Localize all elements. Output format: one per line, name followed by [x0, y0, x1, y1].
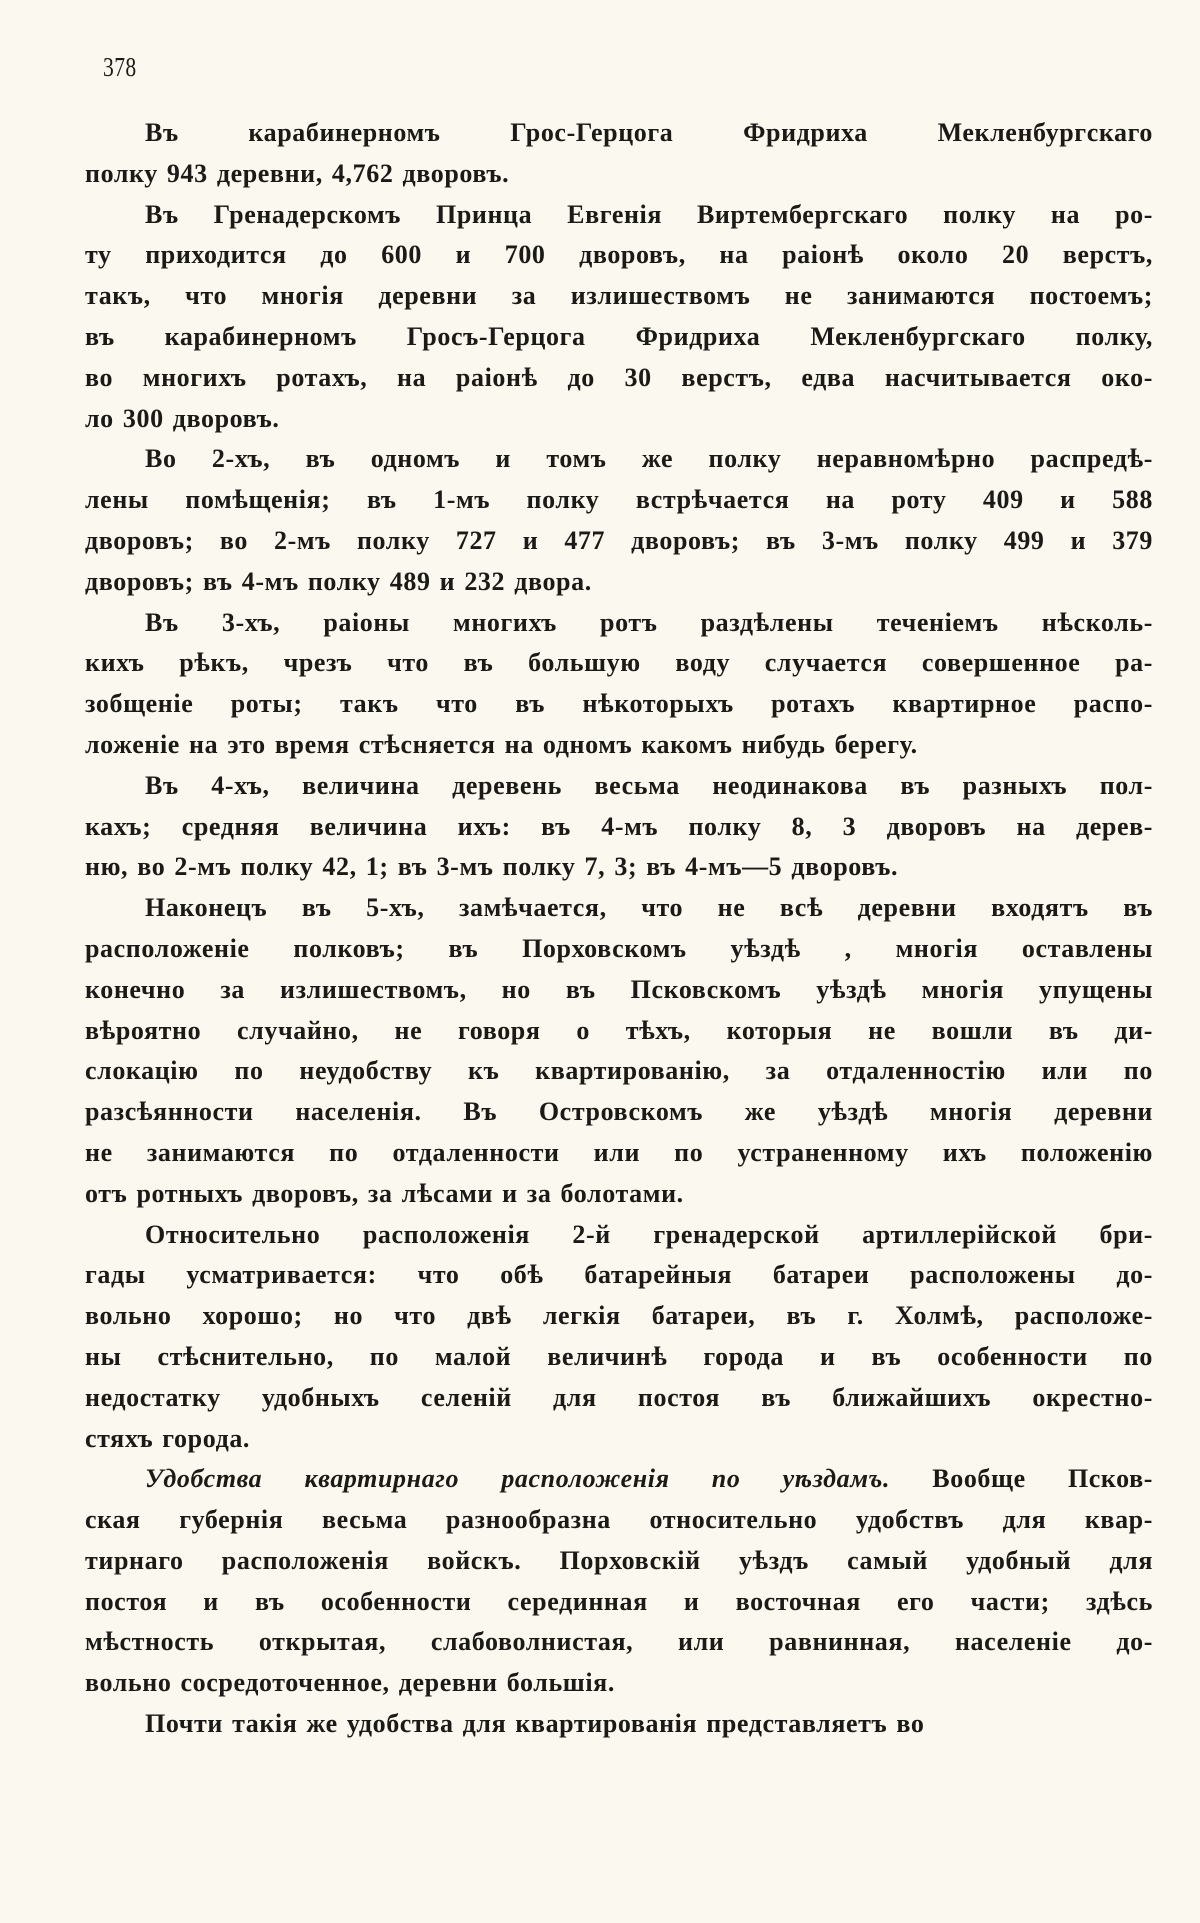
text-line: Въ Гренадерскомъ Принца Евгенія Виртембергскаго полку на ро- — [145, 199, 1153, 229]
text-line: вольно хорошо; но что двѣ легкія батареи, въ г. Холмѣ, расположе- — [85, 1301, 1153, 1331]
text-line: Во 2-хъ, въ одномъ и томъ же полку неравномѣрно распредѣ- — [145, 444, 1153, 474]
text-line: дворовъ; въ 4-мъ полку 489 и 232 двора. — [85, 566, 592, 596]
text-line: ло 300 дворовъ. — [85, 403, 280, 433]
text-line: гады усматривается: что обѣ батарейныя батареи расположены до- — [85, 1260, 1153, 1290]
text-line: ны стѣснительно, по малой величинѣ города и въ особенности по — [85, 1341, 1153, 1371]
text-line: Въ 4-хъ, величина деревень весьма неодинакова въ разныхъ пол- — [145, 770, 1153, 800]
body-text — [85, 113, 1153, 1745]
text-line: въ карабинерномъ Гросъ-Герцога Фридриха Мекленбургскаго полку, — [85, 321, 1153, 351]
text-line: кахъ; средняя величина ихъ: въ 4-мъ полку 8, 3 дворовъ на дерев- — [85, 811, 1153, 841]
paragraph — [85, 1704, 1153, 1745]
text-line: ню, во 2-мъ полку 42, 1; въ 3-мъ полку 7, 3; въ 4-мъ—5 дворовъ. — [85, 852, 899, 882]
text-line: Почти такія же удобства для квартированія представляетъ во — [145, 1709, 925, 1739]
text-line: лены помѣщенія; въ 1-мъ полку встрѣчается на роту 409 и 588 — [85, 485, 1153, 515]
text-line: постоя и въ особенности серединная и восточная его части; здѣсь — [85, 1586, 1153, 1616]
text-line: ская губернія весьма разнообразна относительно удобствъ для квар- — [85, 1505, 1153, 1535]
text-line: Относительно расположенія 2-й гренадерской артиллерійской бри- — [145, 1219, 1153, 1249]
paragraph — [85, 1215, 1153, 1460]
text-line: недостатку удобныхъ селеній для постоя въ ближайшихъ окрестно- — [85, 1382, 1153, 1412]
text-line: расположеніе полковъ; въ Порховскомъ уѣздѣ , многія оставлены — [85, 933, 1153, 963]
text-line: ту приходится до 600 и 700 дворовъ, на раіонѣ около 20 верстъ, — [85, 240, 1153, 270]
text-line: Въ 3-хъ, раіоны многихъ ротъ раздѣлены теченіемъ нѣсколь- — [145, 607, 1153, 637]
text-line: мѣстность открытая, слабоволнистая, или равнинная, населеніе до- — [85, 1627, 1153, 1657]
paragraph — [85, 603, 1153, 766]
text-line: дворовъ; во 2-мъ полку 727 и 477 дворовъ; въ 3-мъ полку 499 и 379 — [85, 525, 1153, 555]
text-line: полку 943 деревни, 4,762 дворовъ. — [85, 158, 510, 188]
text-line: вѣроятно случайно, не говоря о тѣхъ, которыя не вошли въ ди- — [85, 1015, 1153, 1045]
text-line: зобщеніе роты; такъ что въ нѣкоторыхъ ротахъ квартирное распо- — [85, 689, 1153, 719]
text-line: тирнаго расположенія войскъ. Порховскій уѣздъ самый удобный для — [85, 1545, 1153, 1575]
text-line: во многихъ ротахъ, на раіонѣ до 30 верстъ, едва насчитывается око- — [85, 362, 1153, 392]
paragraph — [85, 888, 1153, 1214]
text-line: ложеніе на это время стѣсняется на одномъ какомъ нибудь берегу. — [85, 729, 918, 759]
paragraph — [85, 766, 1153, 888]
text-line: слокацію по неудобству къ квартированію, за отдаленностію или по — [85, 1056, 1153, 1086]
text-line: Наконецъ въ 5-хъ, замѣчается, что не всѣ деревни входятъ въ — [145, 893, 1153, 923]
text-line: конечно за излишествомъ, но въ Псковскомъ уѣздѣ многія упущены — [85, 974, 1153, 1004]
text-line: кихъ рѣкъ, чрезъ что въ большую воду случается совершенное ра- — [85, 648, 1153, 678]
text-line: не занимаются по отдаленности или по устраненному ихъ положенію — [85, 1137, 1153, 1167]
text-line: отъ ротныхъ дворовъ, за лѣсами и за болотами. — [85, 1178, 684, 1208]
italic-heading: Удобства квартирнаго расположенія по уѣздамъ. — [145, 1464, 891, 1494]
text-line: стяхъ города. — [85, 1423, 251, 1453]
line-text: Вообще Псков- — [890, 1464, 1153, 1494]
paragraph — [85, 195, 1153, 440]
paragraph — [85, 439, 1153, 602]
text-line: такъ, что многія деревни за излишествомъ не занимаются постоемъ; — [85, 281, 1153, 311]
text-line — [85, 1459, 1153, 1500]
paragraph — [85, 113, 1153, 195]
page-number: 378 — [103, 52, 137, 82]
text-line: Въ карабинерномъ Грос-Герцога Фридриха Мекленбургскаго — [145, 118, 1153, 147]
text-line: вольно сосредоточенное, деревни большія. — [85, 1668, 615, 1698]
text-line: разсѣянности населенія. Въ Островскомъ же уѣздѣ многія деревни — [85, 1097, 1153, 1127]
paragraph — [85, 1459, 1153, 1704]
